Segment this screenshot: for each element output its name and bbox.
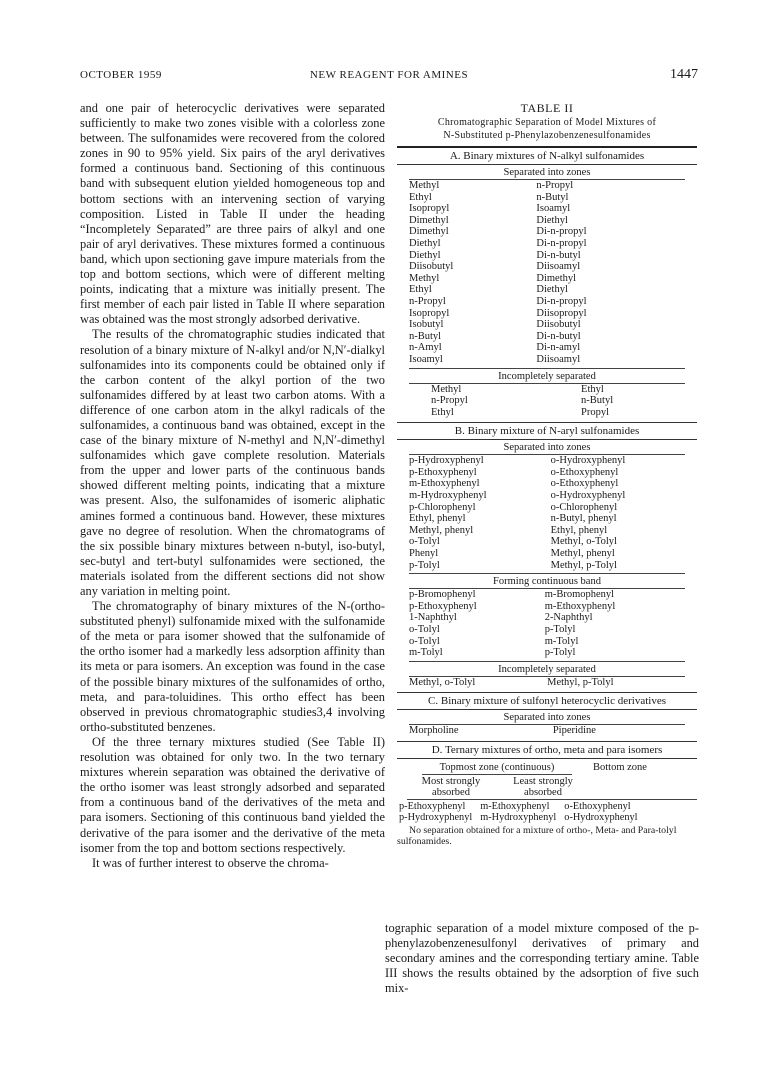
table-row (409, 513, 685, 525)
section-b-incomplete-table (409, 677, 685, 689)
table-row (409, 407, 685, 419)
first-component-cell: Ethyl (409, 284, 432, 296)
section-a-separated-table (409, 180, 685, 366)
second-component-cell: Di-n-butyl (536, 249, 581, 261)
first-component-cell: Ethyl (409, 191, 432, 203)
second-component-cell: Ethyl, phenyl (550, 524, 608, 536)
second-component-cell: n-Butyl (581, 395, 614, 407)
second-component-cell: m-Tolyl (544, 635, 579, 647)
section-a-incomplete-table (409, 384, 685, 419)
table-row (409, 525, 685, 537)
paragraph: The results of the chromatographic studies indicated that resolution of a binary mixture of N-alkyl and/or N,N′-dialkyl sulfonamides into its components could be obtained only if the carbon content of the alkyl portion of the two sulfonamides differed by at least two carbon atoms. With a difference of one carbon atom in the alkyl radicals of the sulfonamides, a continuous band was obtained, except in the case of the binary mixture of N-methyl and N,N′-dimethyl sulfonamides which gave complete resolution. Materials from the upper and lower parts of the continuous bands showed different melting points, indicating that a mixture was present. Also, the sulfonamides of isomeric aliphatic amines formed a continuous band. However, these mixtures gave no degree of resolution. When the chromatograms of the six possible binary mixtures between n-butyl, iso-butyl, sec-butyl and tert-butyl sulfonamides were sectioned, the materials isolated from the different sections did not show any variation in melting point. (80, 327, 385, 598)
section-b-continuous-label: Forming continuous band (409, 576, 685, 589)
least-strongly-label: Least strongly absorbed (513, 775, 573, 798)
first-component-cell: o-Tolyl (409, 635, 440, 647)
first-component-cell: Isobutyl (409, 319, 444, 331)
rule (407, 799, 697, 800)
page-header (80, 67, 698, 85)
table-row (409, 455, 685, 467)
first-component-cell: m-Tolyl (409, 647, 443, 659)
second-component-cell: p-Tolyl (544, 624, 576, 635)
second-component-cell: Dimethyl (536, 272, 577, 284)
section-a-incomplete-label: Incompletely separated (409, 371, 685, 384)
first-component-cell: Isopropyl (409, 203, 450, 215)
second-component-cell: Diethyl (536, 284, 568, 296)
table-caption-line1: Chromatographic Separation of Model Mixtures of (437, 117, 657, 128)
second-component-cell: Methyl, phenyl (550, 548, 615, 560)
first-component-cell: Methyl, o-Tolyl (409, 676, 476, 688)
second-component-cell: Diisoamyl (536, 353, 581, 365)
paragraph: and one pair of heterocyclic derivatives were separated sufficiently to make two zones visible with a colorless zone between. The sulfonamides were recovered from the colored zones in 90 to 95% yield. Six pairs of the aryl derivatives formed a continuous band. Sectioning of this continuous band with subsequent elution yielded homogeneous top and bottom sections with an intervening section of varying composition. Listed in Table II under the heading “Incompletely Separated” are three pairs of alkyl and one pair of aryl derivatives. These mixtures formed a continuous band, which upon sectioning gave impure materials from the top and bottom sections, which were of different melting points, indicating that a mixture was initially present. The first member of each pair listed in Table II where separation was obtained was the most strongly adsorbed derivative. (80, 101, 385, 327)
second-component-cell: n-Butyl, phenyl (550, 513, 617, 525)
table-row (409, 354, 685, 366)
section-c-separated-label: Separated into zones (409, 712, 685, 725)
bottom-zone-label: Bottom zone (593, 761, 647, 773)
second-component-cell: Methyl, p-Tolyl (547, 676, 614, 688)
paragraph: tographic separation of a model mixture composed of the p-phenylazobenzenesulfonyl derivatives of primary and secondary amines and the corresponding tertiary amine. Table III shows the results obtained by the adsorption of five such mix- (385, 921, 699, 996)
header-title: NEW REAGENT FOR AMINES (309, 69, 469, 81)
first-component-cell: Methyl (409, 272, 440, 284)
first-component-cell: Diethyl (409, 249, 441, 261)
table-row (409, 677, 685, 689)
section-c-title: C. Binary mixture of sulfonyl heterocyclic derivatives (397, 692, 697, 710)
second-component-cell: Ethyl (581, 383, 604, 395)
table-row (409, 342, 685, 354)
section-b-title: B. Binary mixture of N-aryl sulfonamides (397, 422, 697, 440)
table-row (409, 502, 685, 514)
section-b-separated-table (409, 455, 685, 571)
table-row (409, 548, 685, 560)
table-row (409, 250, 685, 262)
table-row (409, 192, 685, 204)
right-column-text (385, 921, 699, 996)
table-row (409, 296, 685, 308)
first-component-cell: n-Propyl (409, 295, 446, 307)
first-component-cell: Methyl, phenyl (409, 524, 474, 536)
table-row (409, 725, 685, 737)
table-row (409, 589, 685, 601)
first-component-cell: n-Butyl (409, 330, 442, 342)
table-row (399, 801, 646, 813)
section-a-title: A. Binary mixtures of N-alkyl sulfonamides (397, 146, 697, 165)
first-component-cell: Dimethyl (409, 226, 449, 238)
second-component-cell: Methyl, o-Tolyl (550, 536, 617, 548)
meta-isomer-cell: m-Hydroxyphenyl (480, 812, 557, 824)
section-b-separated-label: Separated into zones (409, 442, 685, 455)
section-b-incomplete-label: Incompletely separated (409, 664, 685, 677)
second-component-cell: o-Ethoxyphenyl (550, 466, 619, 478)
first-component-cell: p-Tolyl (409, 559, 440, 571)
topmost-zone-label: Topmost zone (continuous) (422, 762, 572, 775)
first-component-cell: p-Bromophenyl (409, 589, 476, 601)
table-row (409, 384, 685, 396)
meta-isomer-cell: m-Ethoxyphenyl (480, 800, 550, 812)
second-component-cell: n-Butyl (536, 191, 569, 203)
para-isomer-cell: p-Hydroxyphenyl (399, 812, 473, 824)
second-component-cell: 2-Naphthyl (544, 612, 593, 624)
page-number: 1447 (670, 67, 698, 82)
section-d-title: D. Ternary mixtures of ortho, meta and para isomers (397, 741, 697, 759)
first-component-cell: Methyl (431, 383, 462, 395)
table-row (409, 647, 685, 659)
most-strongly-label: Most strongly absorbed (421, 775, 481, 798)
first-component-cell: o-Tolyl (409, 536, 440, 548)
table-row (409, 319, 685, 331)
second-component-cell: o-Ethoxyphenyl (550, 478, 619, 490)
second-component-cell: Diisobutyl (536, 319, 581, 331)
table-row (409, 536, 685, 548)
first-component-cell: Isoamyl (409, 353, 443, 365)
table-ii (397, 101, 697, 848)
second-component-cell: p-Tolyl (544, 647, 576, 659)
second-component-cell: Di-n-propyl (536, 295, 587, 307)
table-row (409, 238, 685, 250)
table-row (409, 273, 685, 285)
table-row (409, 203, 685, 215)
first-component-cell: n-Amyl (409, 342, 442, 354)
first-component-cell: n-Propyl (431, 395, 468, 407)
second-component-cell: o-Hydroxyphenyl (550, 490, 626, 502)
first-component-cell: Diisobutyl (409, 261, 454, 273)
second-component-cell: Diisoamyl (536, 261, 581, 273)
section-a-separated-label: Separated into zones (409, 167, 685, 180)
first-component-cell: p-Chlorophenyl (409, 501, 476, 513)
table-row (409, 308, 685, 320)
paragraph: Of the three ternary mixtures studied (See Table II) resolution was obtained for only two. In the two ternary mixtures wherein separation was obtained the derivative of the ortho isomer was least strongly adsorbed and separated from a continuous band of the derivatives of the meta and para isomers. Sectioning of this continuous band yielded the derivative of the para isomer and the derivative of the meta isomer from the top and bottom sections respectively. (80, 734, 385, 855)
second-component-cell: Diethyl (536, 214, 568, 226)
ortho-isomer-cell: o-Hydroxyphenyl (564, 812, 638, 824)
first-component-cell: p-Ethoxyphenyl (409, 466, 477, 478)
rule (409, 573, 685, 574)
second-component-cell: Di-n-propyl (536, 226, 587, 238)
table-row (399, 812, 646, 824)
header-date: OCTOBER 1959 (80, 69, 162, 81)
second-component-cell: m-Bromophenyl (544, 589, 615, 601)
second-component-cell: n-Propyl (536, 180, 574, 191)
first-component-cell: Ethyl (431, 406, 454, 418)
first-component-cell: Methyl (409, 180, 440, 191)
first-component-cell: Isopropyl (409, 307, 450, 319)
second-component-cell: Diisopropyl (536, 307, 587, 319)
first-component-cell: p-Ethoxyphenyl (409, 600, 477, 612)
second-component-cell: Isoamyl (536, 203, 571, 215)
rule (409, 661, 685, 662)
second-component-cell: Di-n-amyl (536, 342, 581, 354)
table-footnote: No separation obtained for a mixture of ortho-, Meta- and Para-tolyl sulfonamides. (397, 824, 677, 848)
paragraph: It was of further interest to observe the chroma- (92, 855, 329, 870)
second-component-cell: Propyl (581, 406, 610, 418)
table-row (409, 490, 685, 502)
second-component-cell: Di-n-butyl (536, 330, 581, 342)
first-component-cell: Diethyl (409, 237, 441, 249)
second-component-cell: m-Ethoxyphenyl (544, 600, 616, 612)
left-column (80, 101, 385, 871)
section-c-separated-table (409, 725, 685, 737)
second-component-cell: Piperidine (552, 725, 596, 737)
table-row (409, 331, 685, 343)
first-component-cell: Morpholine (409, 725, 459, 737)
section-b-continuous-table (409, 589, 685, 659)
second-component-cell: Di-n-propyl (536, 237, 587, 249)
table-row (409, 395, 685, 407)
table-row (409, 467, 685, 479)
table-row (409, 601, 685, 613)
section-d-header (397, 761, 697, 801)
para-isomer-cell: p-Ethoxyphenyl (399, 800, 466, 812)
table-number: TABLE II (520, 101, 574, 115)
table-row (409, 624, 685, 636)
table-row (409, 478, 685, 490)
first-component-cell: Dimethyl (409, 214, 449, 226)
first-component-cell: 1-Naphthyl (409, 612, 457, 624)
first-component-cell: o-Tolyl (409, 624, 440, 635)
second-component-cell: o-Hydroxyphenyl (550, 455, 626, 467)
table-row (409, 612, 685, 624)
rule (409, 368, 685, 369)
table-row (409, 180, 685, 192)
first-component-cell: p-Hydroxyphenyl (409, 455, 484, 467)
first-component-cell: Phenyl (409, 548, 439, 560)
table-row (409, 284, 685, 296)
second-component-cell: o-Chlorophenyl (550, 501, 618, 513)
section-d-table (399, 801, 646, 824)
first-component-cell: m-Hydroxyphenyl (409, 490, 487, 502)
first-component-cell: Ethyl, phenyl (409, 513, 466, 525)
table-row (409, 560, 685, 572)
table-row (409, 636, 685, 648)
first-component-cell: m-Ethoxyphenyl (409, 478, 480, 490)
ortho-isomer-cell: o-Ethoxyphenyl (564, 800, 631, 812)
table-row (409, 215, 685, 227)
table-row (409, 226, 685, 238)
table-caption-line2: N-Substituted p-Phenylazobenzenesulfonamides (443, 130, 651, 141)
paragraph: The chromatography of binary mixtures of the N-(ortho-substituted phenyl) sulfonamide mixed with the sulfonamide of the meta or para isomer showed that the sulfonamide of the ortho isomer had a markedly less adsorption affinity than its meta or para isomers. An exception was found in the case of the possible binary mixtures of the sulfonamides of ortho, meta, and para-toluidines. This ortho effect has been observed in previous chromatographic studies3,4 involving ortho-substituted benzenes. (80, 599, 385, 734)
table-row (409, 261, 685, 273)
second-component-cell: Methyl, p-Tolyl (550, 559, 617, 571)
